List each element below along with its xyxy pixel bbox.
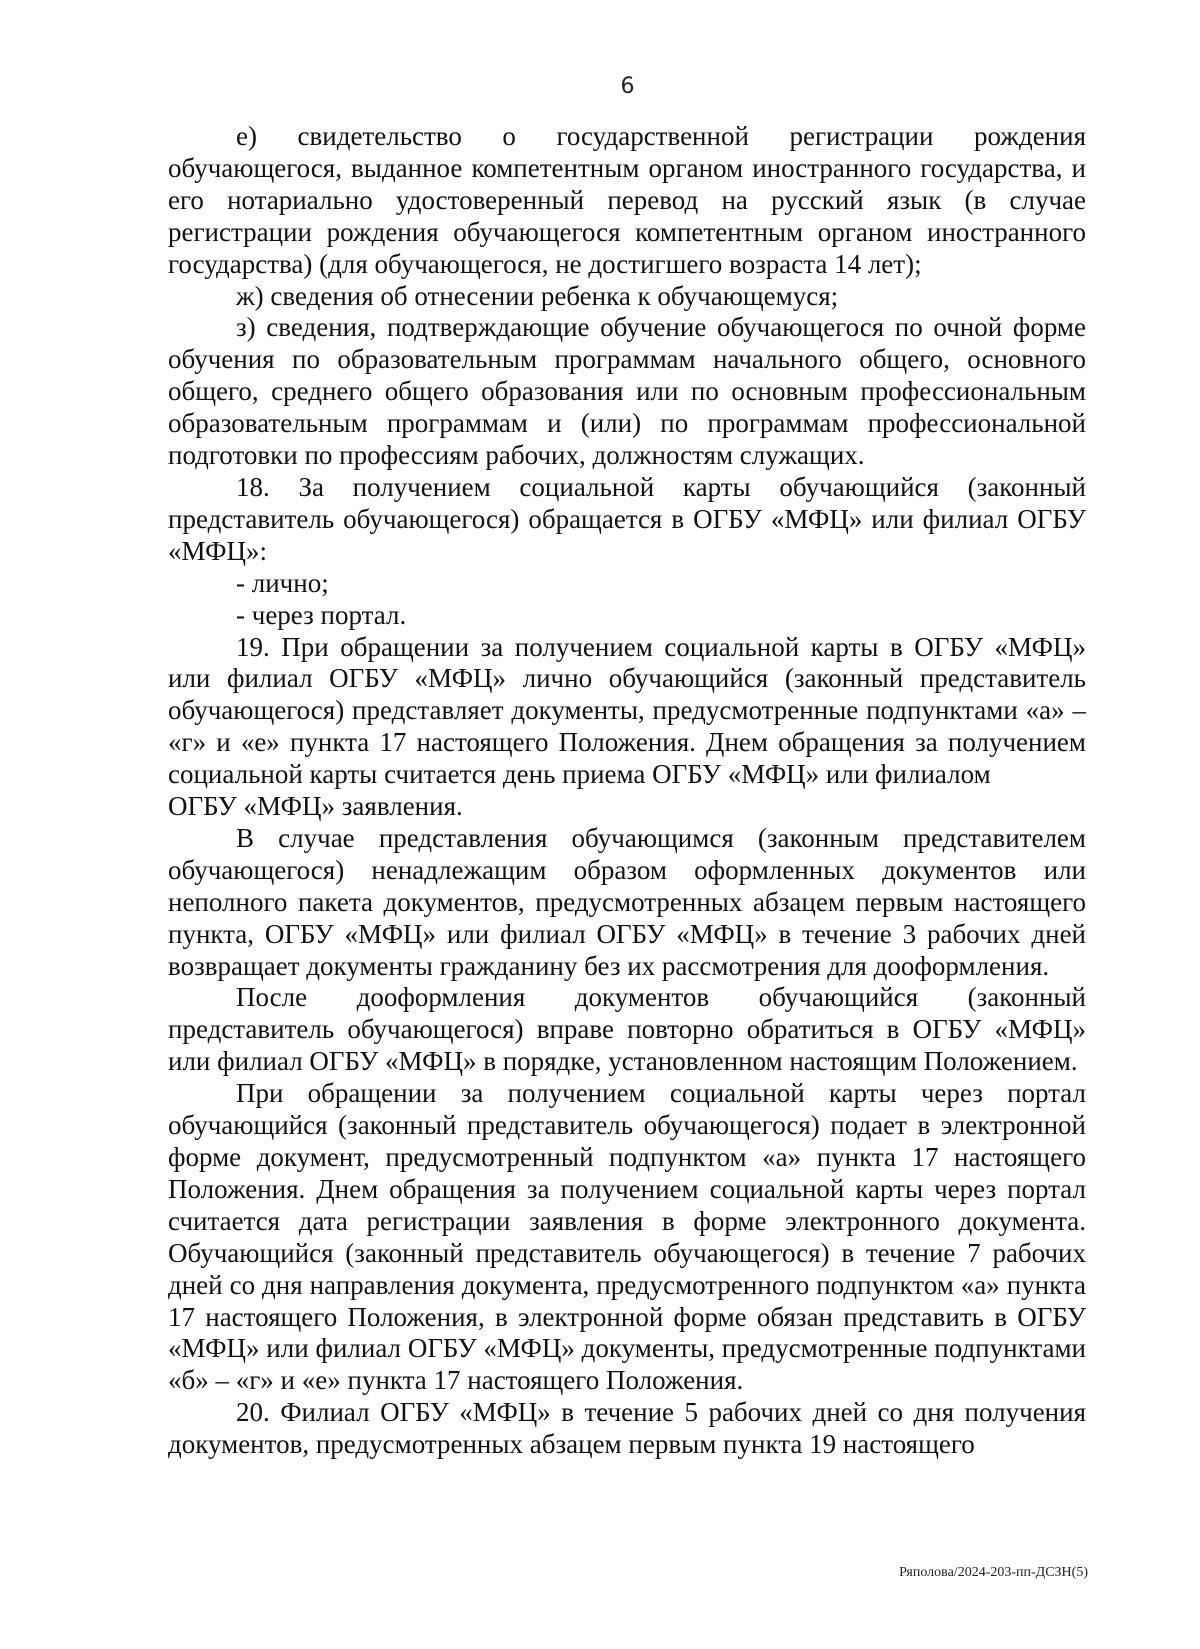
paragraph-clause-19: 19. При обращении за получением социальной карты в ОГБУ «МФЦ» или филиал ОГБУ «МФЦ» лично обучающийся (законный представитель обучающегося) представляет документы, предусмотренные подпунктами «а» – «г» и «е» пункта 17 настоящего Положения. Днем обращения за получением социальной карты считается день приема ОГБУ «МФЦ» или филиалом [168, 631, 1086, 790]
document-footer-code: Ряполова/2024-203-пп-ДСЗН(5) [899, 1565, 1088, 1580]
paragraph-item-zh: ж) сведения об отнесении ребенка к обучающемуся; [236, 280, 839, 311]
paragraph-after-completion: После дооформления документов обучающийся (законный представитель обучающегося) вправе повторно обратиться в ОГБУ «МФЦ» или филиал ОГБУ «МФЦ» в порядке, установленном настоящим Положением. [168, 982, 1086, 1077]
paragraph-improper-documents: В случае представления обучающимся (законным представителем обучающегося) ненадлежащим образом оформленных документов или неполного пакета документов, предусмотренных абзацем первым настоящего пункта, ОГБУ «МФЦ» или филиал ОГБУ «МФЦ» в течение 3 рабочих дней возвращает документы гражданину без их рассмотрения для дооформления. [168, 822, 1086, 981]
paragraph-portal-application: При обращении за получением социальной карты через портал обучающийся (законный представитель обучающегося) подает в электронной форме документ, предусмотренный подпунктом «а» пункта 17 настоящего Положения. Днем обращения за получением социальной карты через портал считается дата регистрации заявления в форме электронного документа. Обучающийся (законный представитель обучающегося) в течение 7 рабочих дней со дня направления документа, предусмотренного подпунктом «а» пункта 17 настоящего Положения, в электронной форме обязан представить в ОГБУ «МФЦ» или филиал ОГБУ «МФЦ» документы, предусмотренные подпунктами «б» – «г» и «е» пункта 17 настоящего Положения. [168, 1078, 1086, 1396]
list-item-via-portal: - через портал. [236, 599, 407, 630]
paragraph-clause-19-continuation: ОГБУ «МФЦ» заявления. [168, 791, 463, 822]
paragraph-item-z: з) сведения, подтверждающие обучение обучающегося по очной форме обучения по образовательным программам начального общего, основного общего, среднего общего образования или по основным профессиональным образовательным программам и (или) по программам профессиональной подготовки по профессиям рабочих, должностям служащих. [168, 312, 1086, 471]
paragraph-clause-18: 18. За получением социальной карты обучающийся (законный представитель обучающегося) обращается в ОГБУ «МФЦ» или филиал ОГБУ «МФЦ»: [168, 471, 1086, 566]
document-body [168, 121, 1086, 1461]
paragraph-item-e: е) свидетельство о государственной регистрации рождения обучающегося, выданное компетентным органом иностранного государства, и его нотариально удостоверенный перевод на русский язык (в случае регистрации рождения обучающегося компетентным органом иностранного государства) (для обучающегося, не достигшего возраста 14 лет); [168, 121, 1086, 279]
page-number: 6 [620, 74, 635, 99]
paragraph-clause-20: 20. Филиал ОГБУ «МФЦ» в течение 5 рабочих дней со дня получения документов, предусмотренных абзацем первым пункта 19 настоящего [168, 1397, 1086, 1460]
list-item-in-person: - лично; [236, 567, 329, 598]
